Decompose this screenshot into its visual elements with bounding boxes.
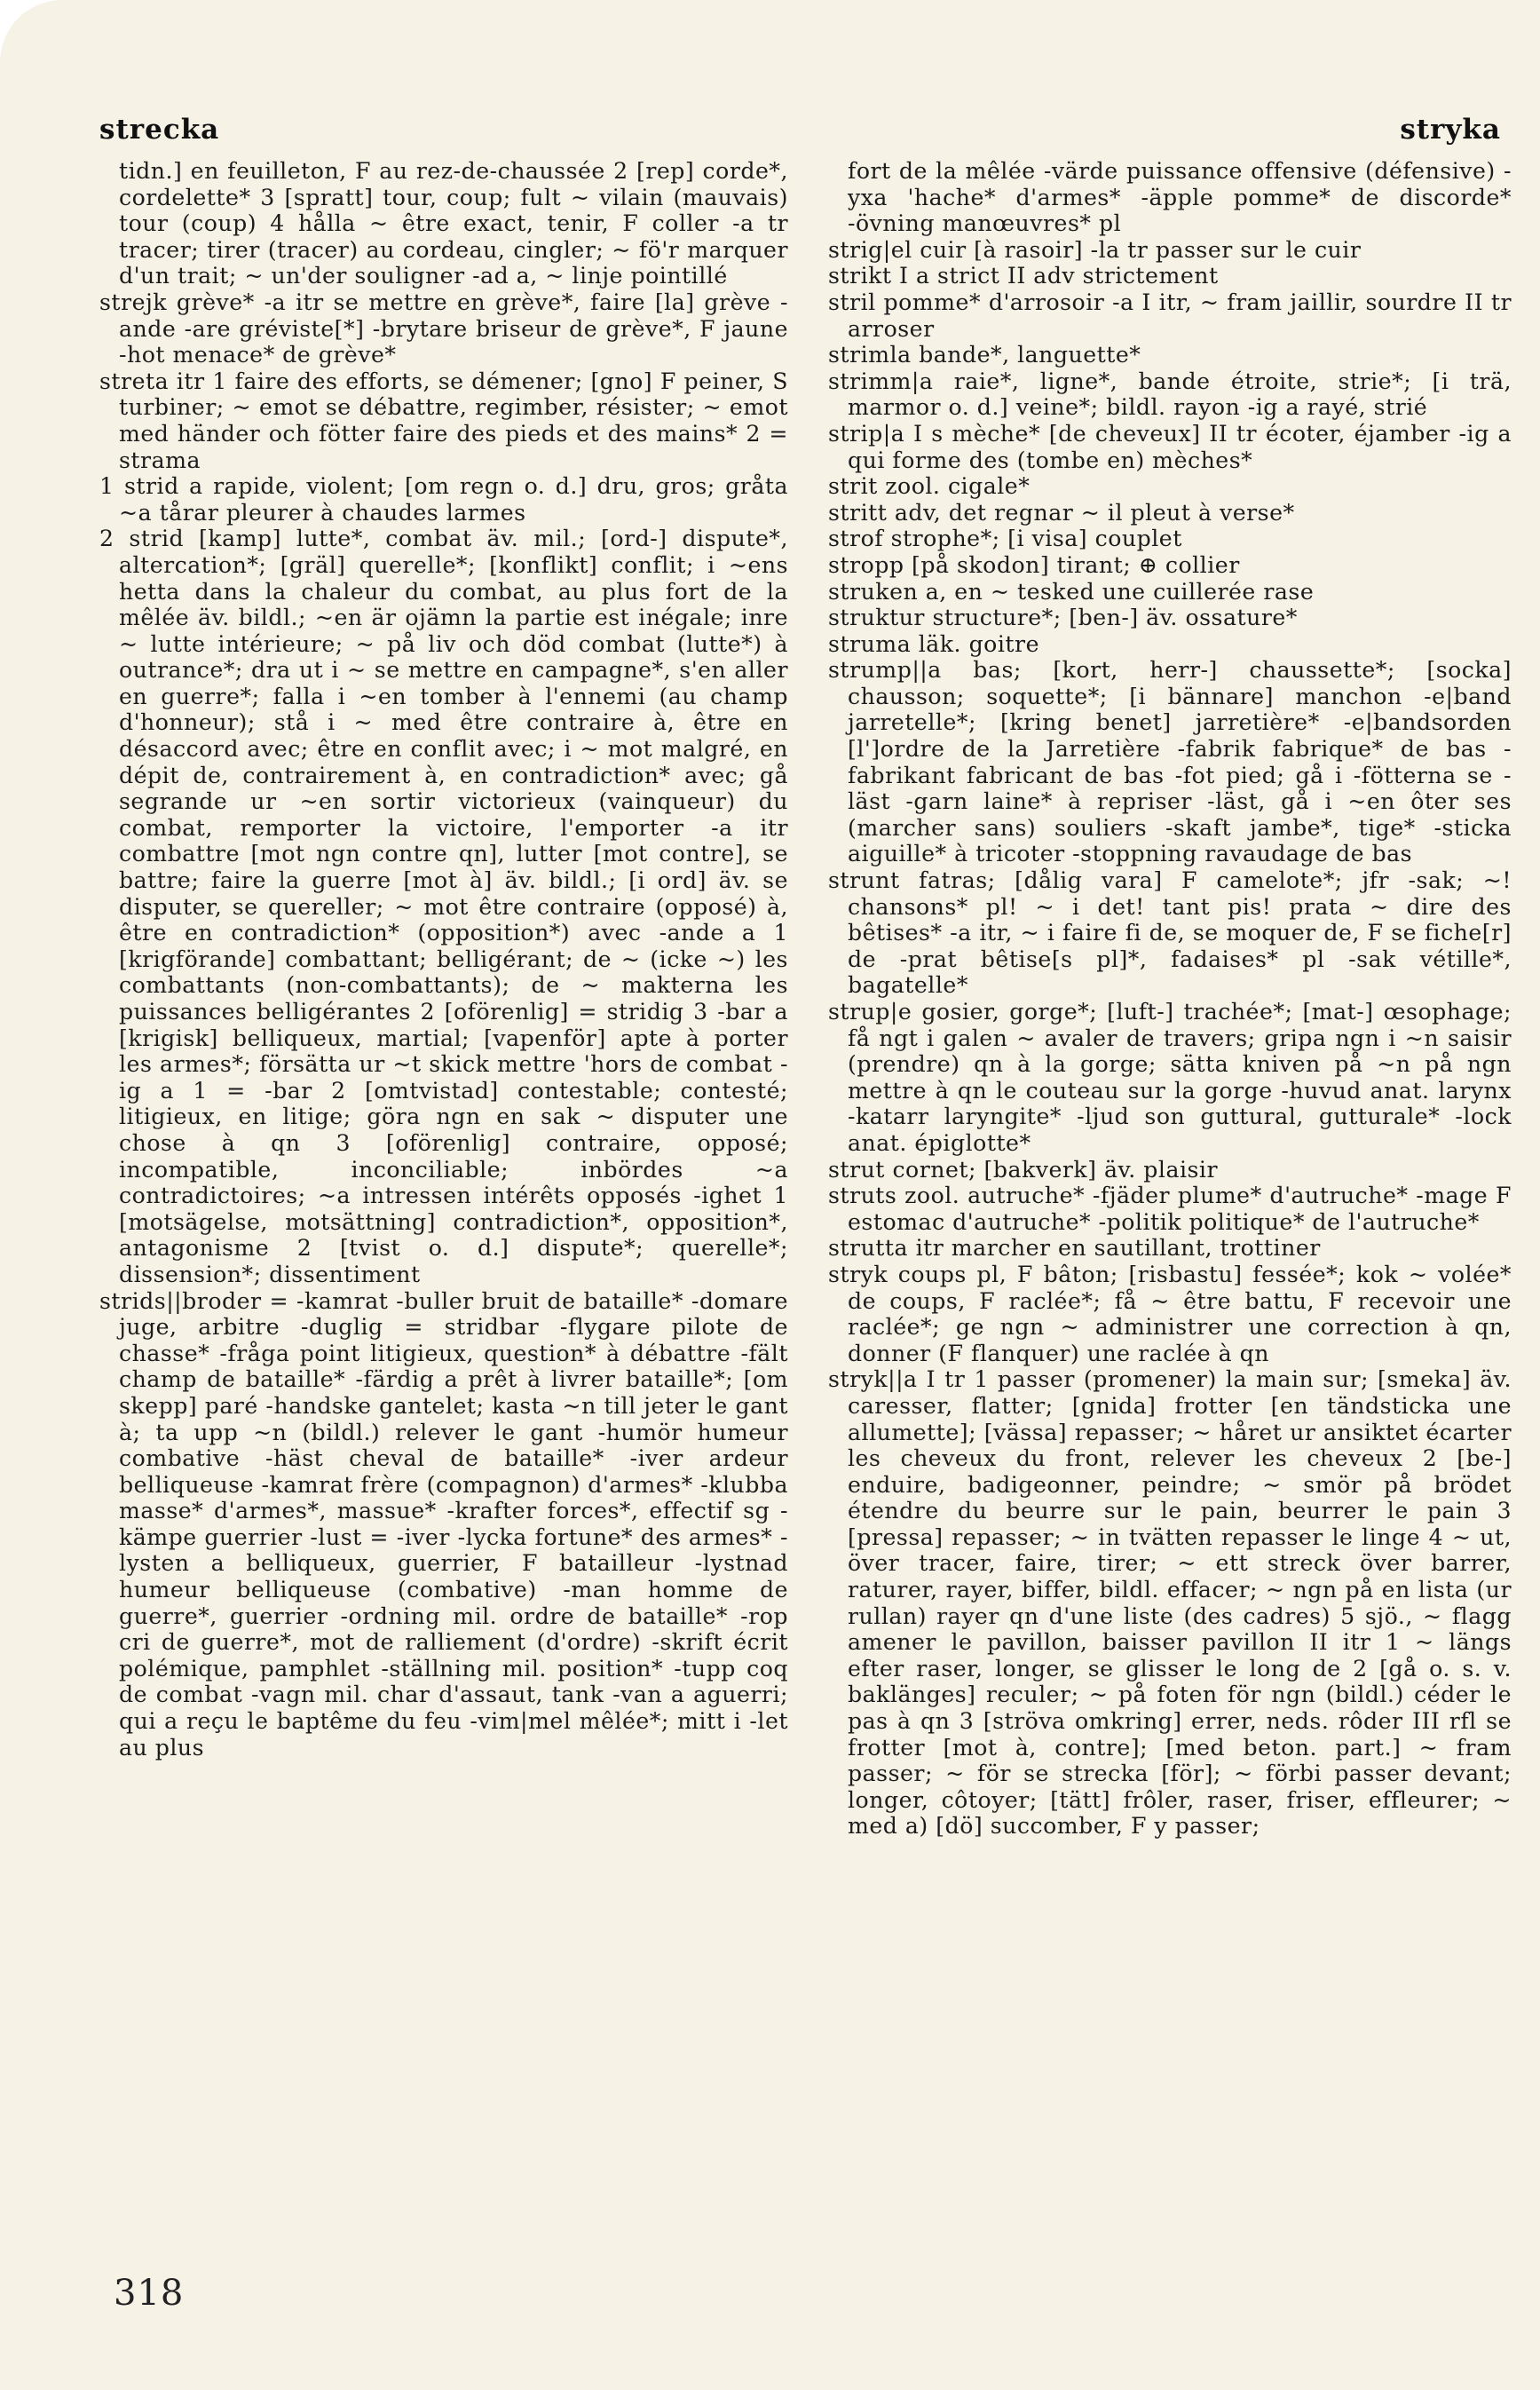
dictionary-entry: strunt fatras; [dålig vara] F camelote*; jfr -sak; ~! chansons* pl! ~ i det! tant pis! prata ~ dire des bêtises* -a itr, ~ i faire fi de, se moquer de, F se fiche[r] de -prat bêtise[s pl]*, fadaises* pl -sak vétille*, bagatelle* [828, 867, 1512, 999]
running-headword-right: stryka [1400, 114, 1501, 146]
dictionary-entry: struktur structure*; [ben-] äv. ossature* [828, 605, 1298, 631]
dictionary-entry: streta itr 1 faire des efforts, se démener; [gno] F peiner, S turbiner; ~ emot se débattre, regimber, résister; ~ emot med händer och fötter faire des pieds et des mains* 2 = strama [99, 368, 788, 473]
running-headword-left: strecka [99, 114, 220, 146]
dictionary-entry: stryk||a I tr 1 passer (promener) la main sur; [smeka] äv. caresser, flatter; [gnida] frotter [en tändsticka une allumette]; [vässa] repasser; ~ håret ur ansiktet écarter les cheveux du front, relever les cheveux 2 [be-] enduire, badigeonner, peindre; ~ smör på brödet étendre du beurre sur le pain, beurrer le pain 3 [pressa] repasser; ~ in tvätten repasser le linge 4 ~ ut, över tracer, faire, tirer; ~ ett streck över barrer, raturer, rayer, biffer, bildl. effacer; ~ ngn på en lista (ur rullan) rayer qn d'une liste (des cadres) 5 sjö., ~ flagg amener le pavillon, baisser pavillon II itr 1 ~ längs efter raser, longer, se glisser le long de 2 [gå o. s. v. baklänges] reculer; ~ på foten för ngn (bildl.) céder le pas à qn 3 [ströva omkring] errer, neds. rôder III rfl se frotter [mot à, contre]; [med beton. part.] ~ fram passer; ~ för se strecka [för]; ~ förbi passer devant; longer, côtoyer; [tätt] frôler, raser, friser, effleurer; ~ med a) [dö] succomber, F y passer; [828, 1366, 1512, 1840]
dictionary-entry: stritt adv, det regnar ~ il pleut à verse* [828, 499, 1295, 526]
dictionary-entry: strit zool. cigale* [828, 473, 1031, 500]
dictionary-entry: stryk coups pl, F bâton; [risbastu] fessée*; kok ~ volée* de coups, F raclée*; få ~ être battu, F recevoir une raclée*; ge ngn ~ administrer une correction à qn, donner (F flanquer) une raclée à qn [828, 1261, 1512, 1366]
dictionary-entry: strut cornet; [bakverk] äv. plaisir [828, 1156, 1219, 1183]
dictionary-entry: strikt I a strict II adv strictement [828, 263, 1219, 289]
page-number: 318 [114, 2273, 185, 2314]
dictionary-entry: struken a, en ~ tesked une cuillerée rase [828, 578, 1315, 605]
left-column [99, 158, 788, 1761]
dictionary-entry: tidn.] en feuilleton, F au rez-de-chaussée 2 [rep] corde*, cordelette* 3 [spratt] tour, coup; fult ~ vilain (mauvais) tour (coup) 4 hålla ~ être exact, tenir, F coller -a tr tracer; tirer (tracer) au cordeau, cingler; ~ fö'r marquer d'un trait; ~ un'der souligner -ad a, ~ linje pointillé [119, 158, 788, 289]
dictionary-entry: fort de la mêlée -värde puissance offensive (défensive) -yxa 'hache* d'armes* -äpple pomme* de discorde* -övning manœuvres* pl [848, 158, 1512, 237]
dictionary-entry: strimm|a raie*, ligne*, bande étroite, strie*; [i trä, marmor o. d.] veine*; bildl. rayon -ig a rayé, strié [828, 368, 1512, 421]
dictionary-entry: strup|e gosier, gorge*; [luft-] trachée*; [mat-] œsophage; få ngt i galen ~ avaler de travers; gripa ngn i ~n saisir (prendre) qn à la gorge; sätta kniven på ~n på ngn mettre à qn le couteau sur la gorge -huvud anat. larynx -katarr laryngite* -ljud son guttural, gutturale* -lock anat. épiglotte* [828, 999, 1512, 1156]
dictionary-entry: strof strophe*; [i visa] couplet [828, 526, 1182, 552]
right-column [828, 158, 1512, 1840]
dictionary-entry: stril pomme* d'arrosoir -a I itr, ~ fram jaillir, sourdre II tr arroser [828, 289, 1512, 342]
dictionary-entry: strig|el cuir [à rasoir] -la tr passer sur le cuir [828, 236, 1362, 263]
dictionary-entry: 2 strid [kamp] lutte*, combat äv. mil.; [ord-] dispute*, altercation*; [gräl] querelle*; [konflikt] conflit; i ~ens hetta dans la chaleur du combat, au plus fort de la mêlée äv. bildl.; ~en är ojämn la partie est inégale; inre ~ lutte intérieure; ~ på liv och död combat (lutte*) à outrance*; dra ut i ~ se mettre en campagne*, s'en aller en guerre*; falla i ~en tomber à l'ennemi (au champ d'honneur); stå i ~ med être contraire à, être en désaccord avec; être en conflit avec; i ~ mot malgré, en dépit de, contrairement à, en contradiction* avec; gå segrande ur ~en sortir victorieux (vainqueur) du combat, remporter la victoire, l'emporter -a itr combattre [mot ngn contre qn], lutter [mot contre], se battre; faire la guerre [mot à] äv. bildl.; [i ord] äv. se disputer, se quereller; ~ mot être contraire (opposé) à, être en contradiction* (opposition*) avec -ande a 1 [krigförande] combattant; belligérant; de ~ (icke ~) les combattants (non-combattants); de ~ makterna les puissances belligérantes 2 [oförenlig] = stridig 3 -bar a [krigisk] belliqueux, martial; [vapenför] apte à porter les armes*; försätta ur ~t skick mettre 'hors de combat -ig a 1 = -bar 2 [omtvistad] contestable; contesté; litigieux, en litige; göra ngn en sak ~ disputer une chose à qn 3 [oförenlig] contraire, opposé; incompatible, inconciliable; inbördes ~a contradictoires; ~a intressen intérêts opposés -ighet 1 [motsägelse, motsättning] contradiction*, opposition*, antagonisme 2 [tvist o. d.] dispute*; querelle*; dissension*; dissentiment [99, 526, 788, 1287]
dictionary-entry: strids||broder = -kamrat -buller bruit de bataille* -domare juge, arbitre -duglig = stridbar -flygare pilote de chasse* -fråga point litigieux, question* à débattre -fält champ de bataille* -färdig a prêt à livrer bataille*; [om skepp] paré -handske gantelet; kasta ~n till jeter le gant à; ta upp ~n (bildl.) relever le gant -humör humeur combative -häst cheval de bataille* -iver ardeur belliqueuse -kamrat frère (compagnon) d'armes* -klubba masse* d'armes*, massue* -krafter forces*, effectif sg -kämpe guerrier -lust = -iver -lycka fortune* des armes* -lysten a belliqueux, guerrier, F batailleur -lystnad humeur belliqueuse (combative) -man homme de guerre*, guerrier -ordning mil. ordre de bataille* -rop cri de guerre*, mot de ralliement (d'ordre) -skrift écrit polémique, pamphlet -ställning mil. position* -tupp coq de combat -vagn mil. char d'assaut, tank -van a aguerri; qui a reçu le baptême du feu -vim|mel mêlée*; mitt i -let au plus [99, 1287, 789, 1761]
dictionary-entry: stropp [på skodon] tirant; ⊕ collier [828, 551, 1240, 578]
dictionary-entry: strimla bande*, languette* [828, 342, 1141, 368]
dictionary-entry: strutta itr marcher en sautillant, trottiner [828, 1235, 1321, 1262]
dictionary-entry: 1 strid a rapide, violent; [om regn o. d.] dru, gros; gråta ~a tårar pleurer à chaudes larmes [99, 473, 788, 526]
dictionary-entry: strump||a bas; [kort, herr-] chaussette*; [socka] chausson; soquette*; [i bännare] manchon -e|band jarretelle*; [kring benet] jarretière* -e|bandsorden [l']ordre de la Jarretière -fabrik fabrique* de bas -fabrikant fabricant de bas -fot pied; gå i -fötterna se -läst -garn laine* à repriser -läst, gå i ~en ôter ses (marcher sans) souliers -skaft jambe*, tige* -sticka aiguille* à tricoter -stoppning ravaudage de bas [828, 657, 1512, 867]
dictionary-entry: struma läk. goitre [828, 630, 1039, 657]
dictionary-entry: strejk grève* -a itr se mettre en grève*, faire [la] grève -ande -are gréviste[*] -brytare briseur de grève*, F jaune -hot menace* de grève* [99, 289, 788, 368]
dictionary-entry: strip|a I s mèche* [de cheveux] II tr écoter, éjamber -ig a qui forme des (tombe en) mèches* [828, 420, 1512, 473]
dictionary-entry: struts zool. autruche* -fjäder plume* d'autruche* -mage F estomac d'autruche* -politik politique* de l'autruche* [828, 1183, 1512, 1235]
